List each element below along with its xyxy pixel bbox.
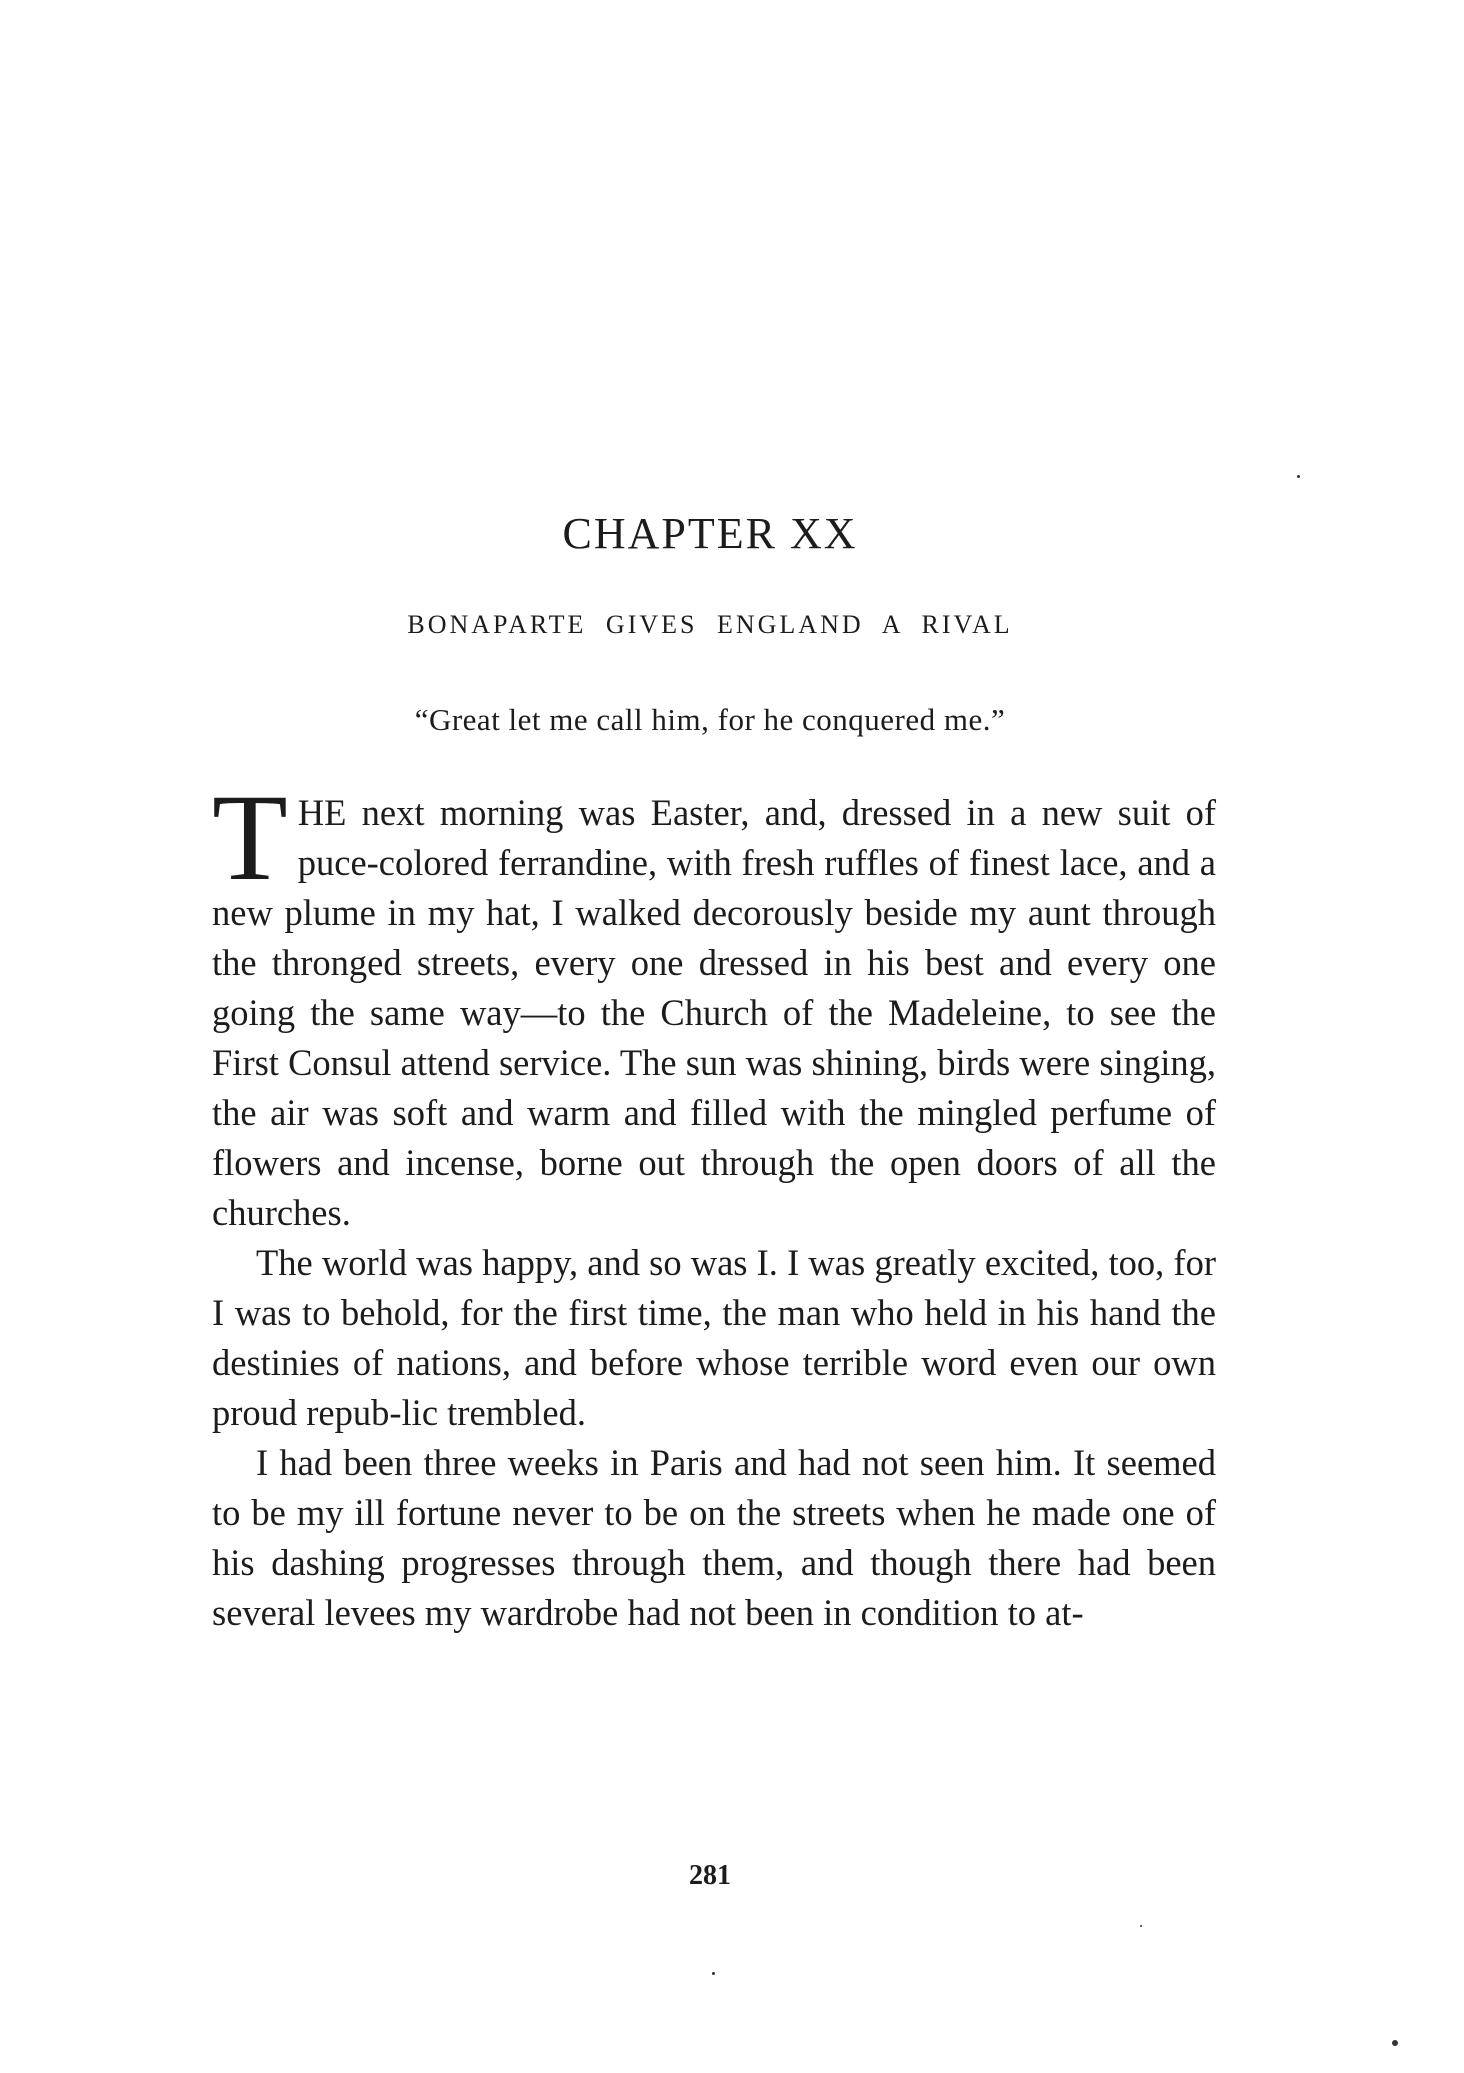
drop-cap: T bbox=[212, 769, 288, 906]
epigraph: “Great let me call him, for he conquered me.” bbox=[414, 702, 1006, 737]
paragraph-3: I had been three weeks in Paris and had not seen him. It seemed to be my ill fortune never to be on the streets when he made one of his dashing progresses through them, and though there had been several levees my wardrobe had not been in condition to at- bbox=[212, 1442, 1216, 1633]
scan-speck bbox=[1297, 475, 1300, 478]
paragraph-2: The world was happy, and so was I. I was greatly excited, too, for I was to behold, for the first time, the man who held in his hand the destinies of nations, and before whose terrible word even our own proud repub-lic trembled. bbox=[212, 1242, 1216, 1433]
chapter-subtitle: BONAPARTE GIVES ENGLAND A RIVAL bbox=[407, 610, 1013, 639]
page-number: 281 bbox=[689, 1860, 731, 1891]
body-text bbox=[212, 769, 1216, 1638]
scan-speck bbox=[1140, 1925, 1142, 1927]
paragraph-1-text: HE next morning was Easter, and, dressed in a new suit of puce-colored ferrandine, with fresh ruffles of finest lace, and a new plume in my hat, I walked decorously beside my aunt through the thronged streets, every one dressed in his best and every one going the same way—to the Church of the Madeleine, to see the First Consul attend service. The sun was shining, birds were singing, the air was soft and warm and filled with the mingled perfume of flowers and incense, borne out through the open doors of all the churches. bbox=[212, 792, 1216, 1233]
scan-speck bbox=[712, 1972, 715, 1975]
chapter-title: CHAPTER XX bbox=[562, 509, 858, 558]
paragraph-1 bbox=[212, 769, 1216, 1238]
scan-speck bbox=[1392, 2040, 1398, 2046]
